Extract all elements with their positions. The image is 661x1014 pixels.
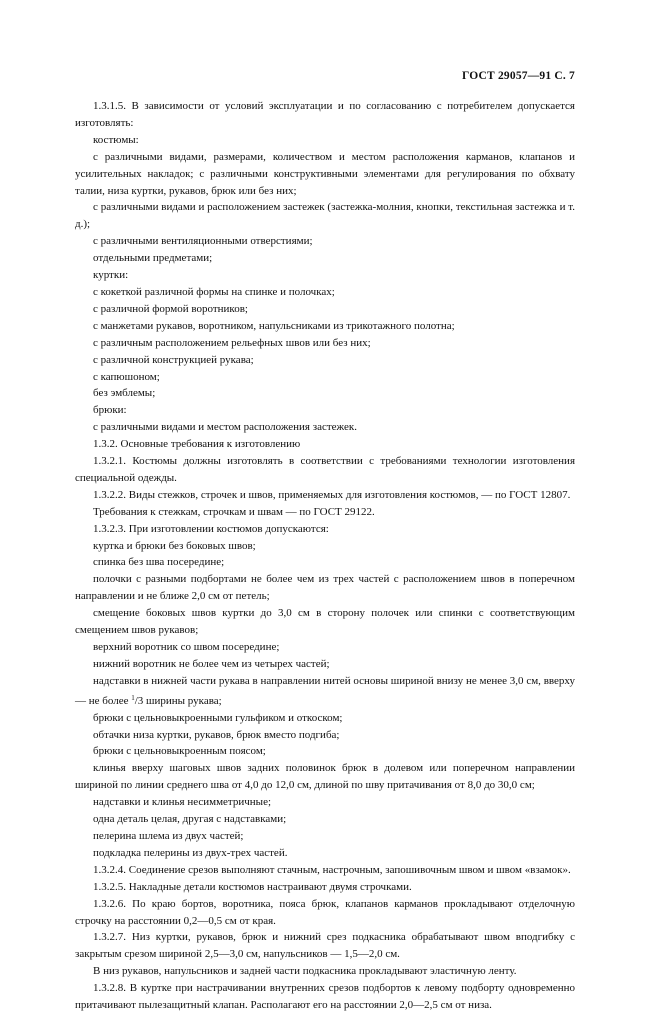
paragraph: Требования к стежкам, строчкам и швам — по ГОСТ 29122.	[93, 505, 375, 518]
paragraph: костюмы:	[93, 133, 139, 146]
paragraph: 1.3.2. Основные требования к изготовлению	[93, 438, 301, 451]
paragraph: 1.3.2.8. В куртке при настрачивании внутренних срезов подбортов к левому подборту одновременно притачивают пылезащитный клапан. Располагают его на расстоянии 2,0—2,5 см от низа.	[75, 982, 575, 1012]
paragraph: с различными видами и местом расположения застежек.	[93, 421, 357, 434]
paragraph: 1.3.2.3. При изготовлении костюмов допускаются:	[93, 522, 329, 535]
document-body	[75, 98, 575, 1014]
paragraph: без эмблемы;	[93, 387, 156, 400]
paragraph: 1.3.2.5. Накладные детали костюмов настраивают двумя строчками.	[93, 880, 412, 893]
paragraph: с различным расположением рельефных швов или без них;	[93, 336, 371, 349]
paragraph: 1.3.2.4. Соединение срезов выполняют стачным, настрочным, запошивочным швом и швом «взамок».	[93, 863, 571, 876]
paragraph: подкладка пелерины из двух-трех частей.	[93, 846, 288, 859]
paragraph-text: /3 ширины рукава;	[134, 694, 222, 707]
paragraph: с различной формой воротников;	[93, 302, 248, 315]
page-header: ГОСТ 29057—91 С. 7	[462, 70, 575, 82]
paragraph: брюки с цельновыкроенным поясом;	[93, 745, 266, 758]
paragraph: нижний воротник не более чем из четырех частей;	[93, 657, 330, 670]
paragraph: пелерина шлема из двух частей;	[93, 829, 244, 842]
superscript: 1	[131, 693, 135, 702]
paragraph: отдельными предметами;	[93, 252, 213, 265]
paragraph	[75, 673, 575, 710]
paragraph: верхний воротник со швом посередине;	[93, 641, 280, 653]
paragraph: с различной конструкцией рукава;	[93, 353, 254, 366]
paragraph-text: надставки в нижней части рукава в направлении нитей основы шириной внизу не менее 3,0 см, вверху — не более	[75, 674, 575, 707]
paragraph: В низ рукавов, напульсников и задней части подкасника прокладывают эластичную ленту.	[93, 965, 517, 978]
paragraph: надставки и клинья несимметричные;	[93, 796, 272, 809]
paragraph: 1.3.2.2. Виды стежков, строчек и швов, применяемых для изготовления костюмов, — по ГОСТ 12807.	[93, 488, 571, 501]
paragraph: 1.3.2.7. Низ куртки, рукавов, брюк и нижний срез подкасника обрабатывают швом вподгибку с закрытым срезом шириной 2,5—3,0 см, напульсников — 1,5—2,0 см.	[75, 931, 575, 961]
paragraph: 1.3.1.5. В зависимости от условий эксплуатации и по согласованию с потребителем допускается изготовлять:	[75, 100, 575, 129]
paragraph: брюки с цельновыкроенными гульфиком и откоском;	[93, 711, 343, 724]
paragraph: 1.3.2.6. По краю бортов, воротника, пояса брюк, клапанов карманов прокладывают отделочную строчку на расстоянии 0,2—0,5 см от края.	[75, 897, 575, 927]
paragraph: брюки:	[93, 404, 127, 417]
paragraph: куртки:	[93, 269, 129, 282]
paragraph: одна деталь целая, другая с надставками;	[93, 813, 287, 826]
paragraph: с различными видами и расположением застежек (застежка-молния, кнопки, текстильная застежка и т. д.);	[75, 201, 575, 231]
paragraph: с манжетами рукавов, воротником, напульсниками из трикотажного полотна;	[93, 319, 455, 332]
paragraph: смещение боковых швов куртки до 3,0 см в сторону полочек или спинки с соответствующим смещением швов рукавов;	[75, 607, 575, 637]
paragraph: 1.3.2.1. Костюмы должны изготовлять в соответствии с требованиями технологии изготовления специальной одежды.	[75, 455, 575, 484]
paragraph: полочки с разными подбортами не более чем из трех частей с расположением швов в поперечном направлении и не ближе 2,0 см от петель;	[75, 573, 575, 603]
paragraph: обтачки низа куртки, рукавов, брюк вместо подгиба;	[93, 728, 340, 741]
paragraph: с кокеткой различной формы на спинке и полочках;	[93, 285, 335, 298]
paragraph: куртка и брюки без боковых швов;	[93, 539, 256, 552]
paragraph: с различными видами, размерами, количеством и местом расположения карманов, клапанов и усилительных накладок; с различными конструктивными элементами для регулирования по обхвату талии, низа куртки, рукавов, брюк или без них;	[75, 150, 575, 197]
paragraph: клинья вверху шаговых швов задних половинок брюк в долевом или поперечном направлении шириной по линии среднего шва от 4,0 до 12,0 см, длиной по шву притачивания от 8,0 до 30,0 см;	[75, 762, 575, 792]
paragraph: спинка без шва посередине;	[93, 556, 225, 569]
paragraph: с различными вентиляционными отверстиями;	[93, 235, 313, 248]
paragraph: с капюшоном;	[93, 370, 160, 383]
